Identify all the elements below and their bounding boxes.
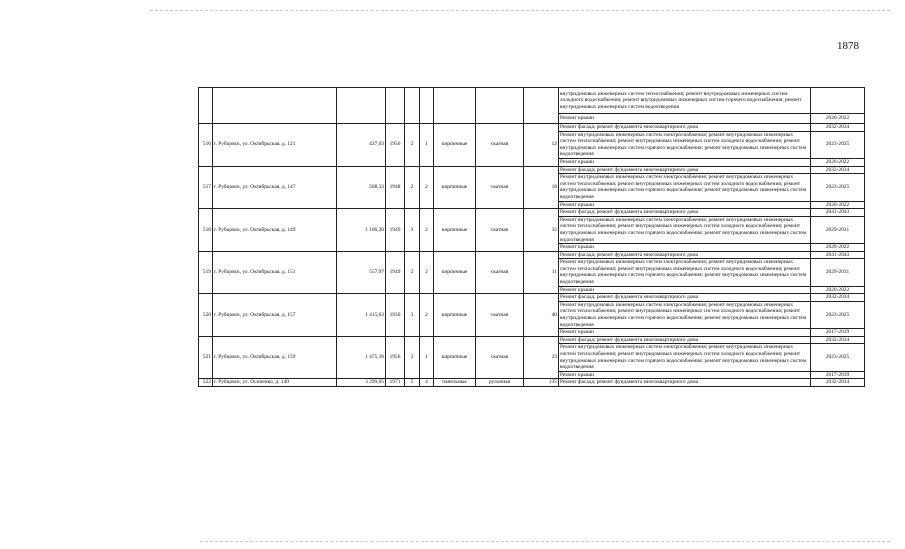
roof-type-cell: скатная [476, 166, 524, 209]
continued-empty-num [199, 88, 213, 124]
entrances-cell: 2 [420, 251, 434, 294]
continued-empty-area [337, 88, 386, 124]
roof-type-cell: скатная [476, 294, 524, 337]
work-cell: Ремонт крыши [559, 158, 811, 166]
wall-material-cell: кирпичные [434, 209, 476, 252]
continued-empty-year [386, 88, 405, 124]
work-cell: Ремонт фасада; ремонт фундамента многоквартирного дома [559, 124, 811, 132]
period-cell: 2023-2025 [811, 301, 865, 328]
roof-type-cell: рулонная [476, 379, 524, 387]
year-cell: 1949 [386, 209, 405, 252]
residents-cell: 135 [524, 379, 559, 387]
residents-cell: 11 [524, 251, 559, 294]
period-cell: 2020-2022 [811, 244, 865, 252]
work-cell: Ремонт крыши [559, 201, 811, 209]
entrances-cell: 4 [420, 379, 434, 387]
building-row [199, 209, 865, 217]
entrances-cell: 1 [420, 124, 434, 167]
work-cell: Ремонт внутридомовых инженерных систем электроснабжения; ремонт внутридомовых инженерных систем теплоснабжения; ремонт внутридомовых инженерных систем холодного водоснабжения; ремонт внутридомовых инженерных систем горячего водоснабжения; ремонт внутридомовых инженерных систем водоотведения [559, 259, 811, 286]
page-number: 1878 [837, 40, 859, 52]
floors-cell: 2 [405, 124, 420, 167]
work-cell: Ремонт крыши [559, 286, 811, 294]
period-cell: 2017-2019 [811, 371, 865, 379]
area-cell: 557,97 [337, 251, 386, 294]
row-number: 521 [199, 336, 213, 379]
year-cell: 1956 [386, 124, 405, 167]
building-row [199, 294, 865, 302]
row-number: 519 [199, 251, 213, 294]
period-cell: 2020-2022 [811, 286, 865, 294]
year-cell: 1956 [386, 336, 405, 379]
work-cell: Ремонт крыши [559, 114, 811, 124]
period-cell: 2029-2031 [811, 259, 865, 286]
work-cell: Ремонт крыши [559, 371, 811, 379]
period-cell: 2041-2043 [811, 251, 865, 259]
continued-empty-address [213, 88, 337, 124]
work-cell: Ремонт фасада; ремонт фундамента многоквартирного дома [559, 294, 811, 302]
residents-cell: 32 [524, 209, 559, 252]
address-cell: г. Рубцовск, ул. Октябрьская, д. 159 [213, 336, 337, 379]
continued-work-cell: внутридомовых инженерных систем теплоснабжения; ремонт внутридомовых инженерных систем холодного водоснабжения; ремонт внутридомовых инженерных систем горячего водоснабжения; ремонт внутридомовых инженерных систем водоотведения [559, 88, 811, 114]
address-cell: г. Рубцовск, ул. Октябрьская, д. 121 [213, 124, 337, 167]
housing-register-table [198, 87, 865, 387]
work-cell: Ремонт внутридомовых инженерных систем электроснабжения; ремонт внутридомовых инженерных систем теплоснабжения; ремонт внутридомовых инженерных систем холодного водоснабжения; ремонт внутридомовых инженерных систем горячего водоснабжения; ремонт внутридомовых инженерных систем водоотведения [559, 301, 811, 328]
continued-empty-walls [434, 88, 476, 124]
period-cell: 2020-2022 [811, 158, 865, 166]
row-number: 522 [199, 379, 213, 387]
address-cell: г. Рубцовск, ул. Октябрьская, д. 149 [213, 209, 337, 252]
floors-cell: 2 [405, 251, 420, 294]
residents-cell: 40 [524, 294, 559, 337]
residents-cell: 18 [524, 166, 559, 209]
entrances-cell: 1 [420, 336, 434, 379]
roof-type-cell: скатная [476, 209, 524, 252]
floors-cell: 3 [405, 209, 420, 252]
entrances-cell: 2 [420, 209, 434, 252]
period-cell: 2023-2025 [811, 174, 865, 201]
year-cell: 1971 [386, 379, 405, 387]
work-cell: Ремонт внутридомовых инженерных систем электроснабжения; ремонт внутридомовых инженерных систем теплоснабжения; ремонт внутридомовых инженерных систем холодного водоснабжения; ремонт внутридомовых инженерных систем горячего водоснабжения; ремонт внутридомовых инженерных систем водоотведения [559, 216, 811, 243]
continued-empty-residents [524, 88, 559, 124]
entrances-cell: 2 [420, 166, 434, 209]
row-number: 517 [199, 166, 213, 209]
period-cell: 2032-2034 [811, 294, 865, 302]
area-cell: 427,03 [337, 124, 386, 167]
period-cell: 2020-2022 [811, 114, 865, 124]
wall-material-cell: кирпичные [434, 336, 476, 379]
work-cell: Ремонт фасада; ремонт фундамента многоквартирного дома [559, 379, 811, 387]
roof-type-cell: скатная [476, 124, 524, 167]
work-cell: Ремонт крыши [559, 244, 811, 252]
floors-cell: 2 [405, 166, 420, 209]
continued-period-cell [811, 88, 865, 114]
continued-empty-entrances [420, 88, 434, 124]
entrances-cell: 2 [420, 294, 434, 337]
floors-cell: 5 [405, 379, 420, 387]
period-cell: 2017-2019 [811, 329, 865, 337]
work-cell: Ремонт внутридомовых инженерных систем электроснабжения; ремонт внутридомовых инженерных систем теплоснабжения; ремонт внутридомовых инженерных систем холодного водоснабжения; ремонт внутридомовых инженерных систем горячего водоснабжения; ремонт внутридомовых инженерных систем водоотведения [559, 174, 811, 201]
roof-type-cell: скатная [476, 336, 524, 379]
row-number: 516 [199, 124, 213, 167]
area-cell: 3 299,05 [337, 379, 386, 387]
year-cell: 1949 [386, 251, 405, 294]
work-cell: Ремонт фасада; ремонт фундамента многоквартирного дома [559, 336, 811, 344]
address-cell: г. Рубцовск, ул. Осипенко, д. 140 [213, 379, 337, 387]
area-cell: 1 415,63 [337, 294, 386, 337]
period-cell: 2029-2031 [811, 216, 865, 243]
period-cell: 2032-2034 [811, 336, 865, 344]
work-cell: Ремонт фасада; ремонт фундамента многоквартирного дома [559, 166, 811, 174]
period-cell: 2032-2034 [811, 124, 865, 132]
period-cell: 2023-2025 [811, 344, 865, 371]
period-cell: 2020-2022 [811, 201, 865, 209]
wall-material-cell: панельные [434, 379, 476, 387]
building-row [199, 251, 865, 259]
period-cell: 2023-2025 [811, 131, 865, 158]
floors-cell: 3 [405, 294, 420, 337]
floors-cell: 3 [405, 336, 420, 379]
roof-type-cell: скатная [476, 251, 524, 294]
wall-material-cell: кирпичные [434, 294, 476, 337]
scan-edge-top [150, 10, 890, 11]
building-row [199, 166, 865, 174]
work-cell: Ремонт фасада; ремонт фундамента многоквартирного дома [559, 251, 811, 259]
row-number: 520 [199, 294, 213, 337]
address-cell: г. Рубцовск, ул. Октябрьская, д. 151 [213, 251, 337, 294]
work-cell: Ремонт внутридомовых инженерных систем электроснабжения; ремонт внутридомовых инженерных систем теплоснабжения; ремонт внутридомовых инженерных систем холодного водоснабжения; ремонт внутридомовых инженерных систем горячего водоснабжения; ремонт внутридомовых инженерных систем водоотведения [559, 131, 811, 158]
year-cell: 1956 [386, 294, 405, 337]
continuation-row [199, 88, 865, 114]
residents-cell: 23 [524, 336, 559, 379]
wall-material-cell: кирпичные [434, 124, 476, 167]
period-cell: 2032-2034 [811, 166, 865, 174]
wall-material-cell: кирпичные [434, 251, 476, 294]
period-cell: 2041-2043 [811, 209, 865, 217]
wall-material-cell: кирпичные [434, 166, 476, 209]
area-cell: 568,33 [337, 166, 386, 209]
scan-edge-bottom [200, 541, 890, 542]
area-cell: 1 106,20 [337, 209, 386, 252]
area-cell: 1 475,16 [337, 336, 386, 379]
period-cell: 2032-2034 [811, 379, 865, 387]
building-row [199, 336, 865, 344]
year-cell: 1948 [386, 166, 405, 209]
residents-cell: 12 [524, 124, 559, 167]
address-cell: г. Рубцовск, ул. Октябрьская, д. 147 [213, 166, 337, 209]
address-cell: г. Рубцовск, ул. Октябрьская, д. 157 [213, 294, 337, 337]
work-cell: Ремонт фасада; ремонт фундамента многоквартирного дома [559, 209, 811, 217]
building-row [199, 124, 865, 132]
continued-empty-floors [405, 88, 420, 124]
building-row [199, 379, 865, 387]
continued-empty-roof [476, 88, 524, 124]
work-cell: Ремонт крыши [559, 329, 811, 337]
row-number: 518 [199, 209, 213, 252]
work-cell: Ремонт внутридомовых инженерных систем электроснабжения; ремонт внутридомовых инженерных систем теплоснабжения; ремонт внутридомовых инженерных систем холодного водоснабжения; ремонт внутридомовых инженерных систем горячего водоснабжения; ремонт внутридомовых инженерных систем водоотведения [559, 344, 811, 371]
